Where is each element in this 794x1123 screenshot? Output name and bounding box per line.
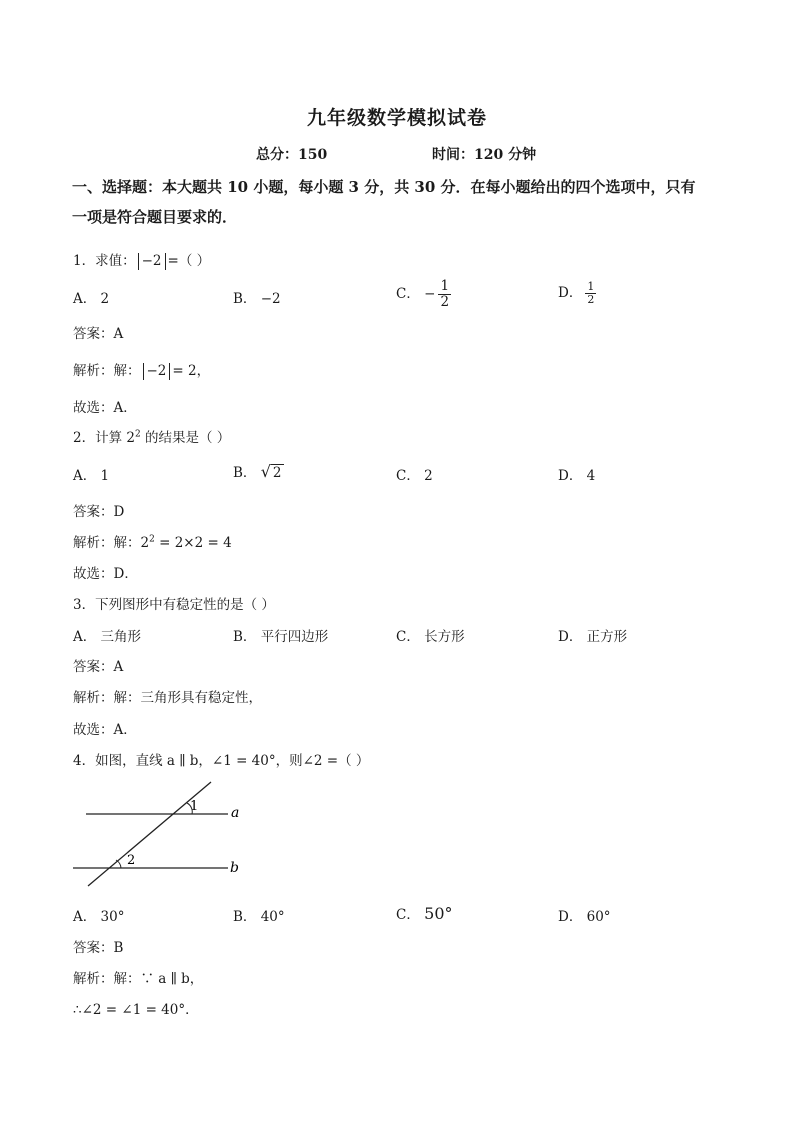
q1-option-c-label: C． − [396,286,436,302]
q2-analysis [73,531,232,551]
q1-paren: （ ） [178,253,211,269]
q2-prefix: 2．计算 2 [73,430,135,446]
q3-option-a: A． 三角形 [73,629,142,645]
q1-option-c [396,279,451,310]
q4-option-d: D． 60° [558,909,611,925]
radicand: 2 [272,465,282,481]
section-heading-line1: 一、选择题：本大题共 10 小题，每小题 3 分，共 30 分．在每小题给出的四个选项中，只有 [72,178,696,196]
q4-option-b: B． 40° [233,909,285,925]
q3-option-b: B． 平行四边形 [233,629,329,645]
q3-analysis: 解析：解：三角形具有稳定性， [73,690,262,706]
page-title: 九年级数学模拟试卷 [306,107,487,129]
question-2-stem [73,426,230,446]
q2-option-d: D． 4 [558,468,596,484]
section-heading-line2: 一项是符合题目要求的． [72,208,238,226]
radical-sign: √ [260,462,271,481]
question-1-stem [73,249,210,270]
q1-option-a: A． 2 [73,291,110,307]
q1-analysis-rest: = 2， [172,363,211,379]
q1-option-b: B． −2 [233,291,281,307]
q4-analysis-line2: ∴∠2 = ∠1 = 40°． [73,1002,199,1018]
q3-option-c: C． 长方形 [396,629,465,645]
fraction-denominator: 2 [440,294,450,310]
fraction-numerator: 1 [440,278,450,294]
q2-analysis-prefix: 解析：解：2 [73,535,150,551]
q1-equals: = [167,253,179,269]
q1-prefix: 1．求值： [73,253,136,269]
q2-option-b [233,461,284,481]
q1-answer: 答案：A [73,326,124,342]
q3-choose: 故选：A． [73,722,137,738]
q4-analysis-line1: 解析：解：∵ a ∥ b， [73,971,204,987]
q1-analysis-abs: −2 [143,363,171,380]
q2-option-b-label: B． [233,465,257,481]
q2-analysis-rest: = 2×2 = 4 [154,535,232,551]
q1-abs-value: −2 [138,253,166,270]
q1-choose: 故选：A． [73,400,137,416]
fraction-numerator: 1 [587,280,595,293]
q4-option-c-label: C． [396,907,420,923]
q3-option-d: D． 正方形 [558,629,628,645]
q2-option-a: A． 1 [73,468,110,484]
q2-choose: 故选：D． [73,566,138,582]
sqrt-symbol [261,462,284,481]
q2-answer: 答案：D [73,504,125,520]
question-3-stem: 3．下列图形中有稳定性的是（ ） [73,597,275,613]
total-score: 总分：150 [256,147,328,163]
parallel-lines-figure [68,775,258,890]
question-4-stem: 4．如图，直线 a ∥ b，∠1 = 40°，则∠2 =（ ） [73,753,370,769]
q4-option-c [396,903,453,923]
q4-answer: 答案：B [73,940,124,956]
q1-option-d [558,281,596,306]
q1-option-c-fraction [438,279,451,310]
q1-analysis-prefix: 解析：解： [73,363,141,379]
fraction-denominator: 2 [587,293,595,306]
angle-1-label: 1 [190,799,199,814]
angle-2-label: 2 [127,853,136,868]
line-a-label: a [231,805,240,821]
q2-option-c: C． 2 [396,468,433,484]
line-b-label: b [230,860,239,876]
q4-option-a: A． 30° [73,909,125,925]
q2-analysis-exponent: 2 [149,534,155,545]
q1-analysis [73,359,210,380]
exam-time: 时间：120 分钟 [432,147,537,163]
q2-suffix: 的结果是（ ） [140,430,231,446]
q4-option-c-value: 50° [424,904,453,923]
q2-exponent: 2 [134,429,141,440]
q3-answer: 答案：A [73,659,124,675]
q1-option-d-label: D． [558,285,583,301]
transversal-line [88,782,211,886]
q1-option-d-fraction [585,281,596,306]
